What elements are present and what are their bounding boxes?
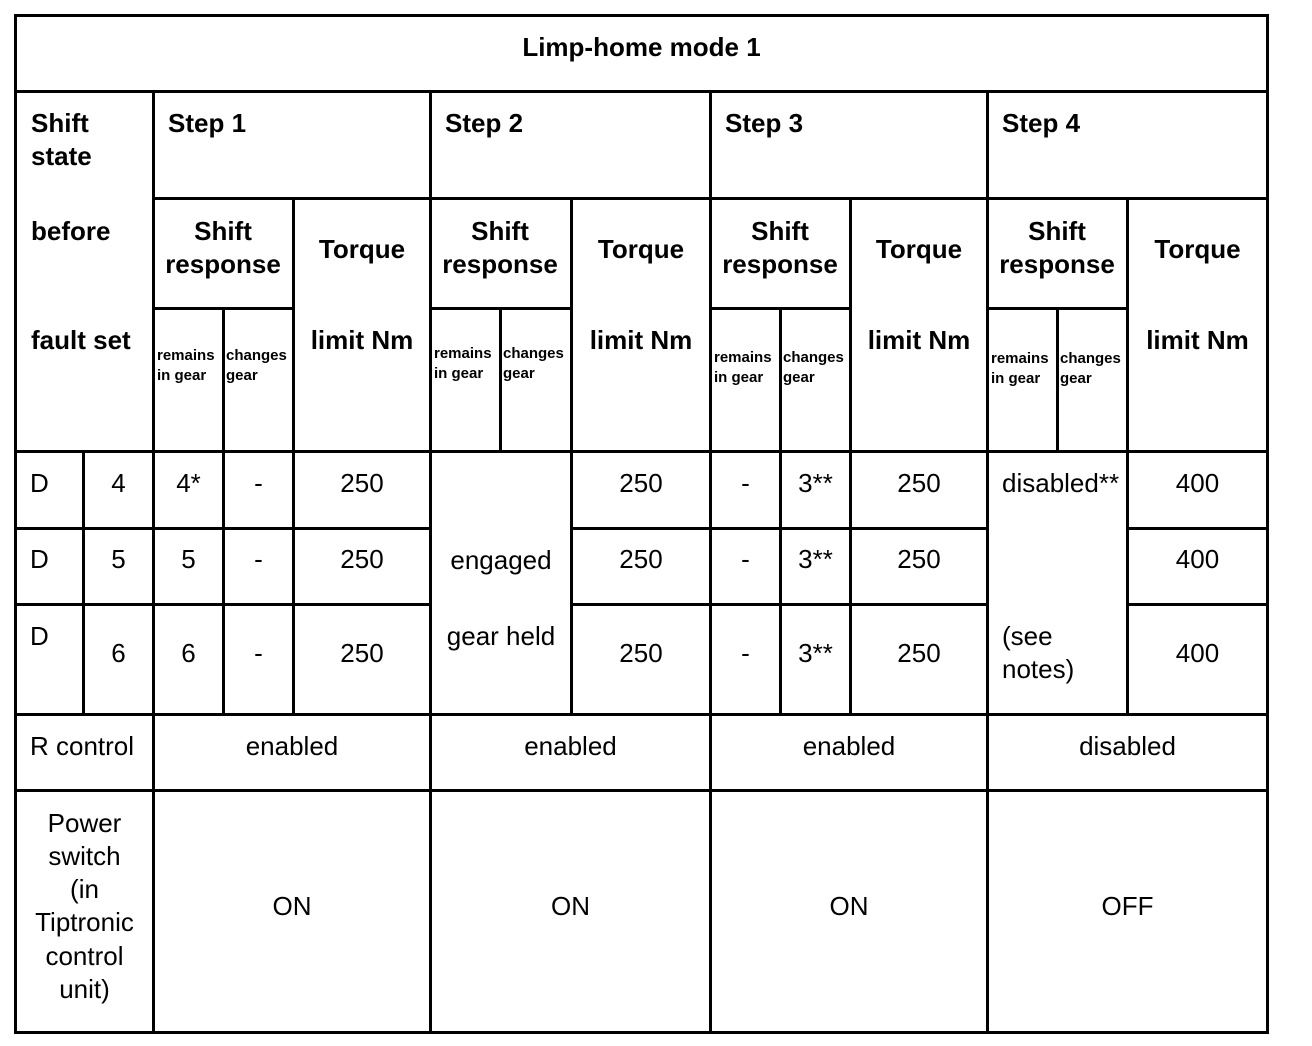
step4-torque: 400 [1175,544,1220,574]
power-switch-label: unit) [59,974,110,1004]
header-shift-state: before [31,216,111,246]
header-shift-state: state [31,141,92,171]
step1-changes: - [254,638,263,668]
table-title: Limp-home mode 1 [522,32,761,62]
step-header: Step 1 [168,108,247,138]
row-gear: 6 [111,638,126,668]
rule-col [499,307,502,452]
rule-above-r-control [16,713,1269,716]
shift-response-header: Shift response [999,216,1115,279]
shift-response-header: Shift response [165,216,281,279]
step3-remains: - [741,638,750,668]
step-header: Step 2 [445,108,524,138]
r-control-value: enabled [245,731,339,761]
shift-response-header: Shift response [442,216,558,279]
torque-header: limit Nm [310,325,414,355]
step3-remains: - [741,468,750,498]
rule-bottom [16,1031,1269,1034]
power-switch-label: Power [47,808,122,838]
rule-top [16,14,1269,17]
r-control-value: disabled [1079,731,1176,761]
torque-header: Torque [875,234,963,264]
power-switch-label: control [45,941,124,971]
header-shift-state: Shift [31,108,89,138]
changes-gear-header: changes gear [503,345,564,382]
remains-in-gear-header: remains in gear [714,349,772,386]
torque-header: limit Nm [589,325,693,355]
step2-torque: 250 [619,638,663,668]
row-gear: 5 [111,544,126,574]
step3-changes: 3** [798,638,833,668]
r-control-label: R control [30,731,135,761]
step1-remains: 4* [176,468,201,498]
power-switch-label: Tiptronic [35,907,134,937]
step3-torque: 250 [897,638,941,668]
row-shift-state: D [30,544,49,574]
row-shift-state: D [30,468,49,498]
step1-remains: 5 [181,544,196,574]
step4-disabled-text: disabled** [1002,468,1120,498]
step1-changes: - [254,544,263,574]
step3-remains: - [741,544,750,574]
step-header: Step 3 [725,108,804,138]
row-shift-state: D [30,621,49,651]
step1-torque: 250 [340,638,384,668]
torque-header: Torque [597,234,685,264]
step3-torque: 250 [897,468,941,498]
step3-torque: 250 [897,544,941,574]
power-switch-label: (in [70,874,99,904]
step4-see-notes-text: notes) [1002,654,1075,684]
torque-header: limit Nm [867,325,971,355]
step1-changes: - [254,468,263,498]
remains-in-gear-header: remains in gear [991,350,1049,387]
rule-below-title [16,90,1269,93]
changes-gear-header: changes gear [1060,350,1121,387]
step2-engaged-text: engaged [450,545,552,575]
rule-col [1056,307,1059,452]
torque-header: limit Nm [1146,325,1249,355]
remains-in-gear-header: remains in gear [434,345,492,382]
step-header: Step 4 [1002,108,1081,138]
power-switch-label: switch [48,841,121,871]
step4-torque: 400 [1175,638,1220,668]
rule-above-power-switch [16,789,1269,792]
step1-remains: 6 [181,638,196,668]
header-shift-state: fault set [31,325,131,355]
step3-changes: 3** [798,544,833,574]
torque-header: Torque [1154,234,1241,264]
row-gear: 4 [111,468,126,498]
r-control-value: enabled [524,731,617,761]
step3-changes: 3** [798,468,833,498]
step1-torque: 250 [340,468,384,498]
power-switch-value: OFF [1101,891,1154,921]
power-switch-value: ON [829,891,869,921]
rule-row [1128,527,1269,530]
shift-response-header: Shift response [722,216,838,279]
step4-see-notes-text: (see [1002,621,1053,651]
rule-right [1266,14,1269,1034]
changes-gear-header: changes gear [226,347,287,384]
power-switch-value: ON [272,891,312,921]
step2-torque: 250 [619,544,663,574]
rule-row [1128,603,1269,606]
r-control-value: enabled [802,731,896,761]
step4-torque: 400 [1175,468,1220,498]
torque-header: Torque [318,234,406,264]
step2-gear-held-text: gear held [446,621,556,651]
remains-in-gear-header: remains in gear [157,347,215,384]
power-switch-value: ON [551,891,590,921]
changes-gear-header: changes gear [783,349,844,386]
rule-below-header [16,450,1269,453]
step1-torque: 250 [340,544,384,574]
step2-torque: 250 [619,468,663,498]
